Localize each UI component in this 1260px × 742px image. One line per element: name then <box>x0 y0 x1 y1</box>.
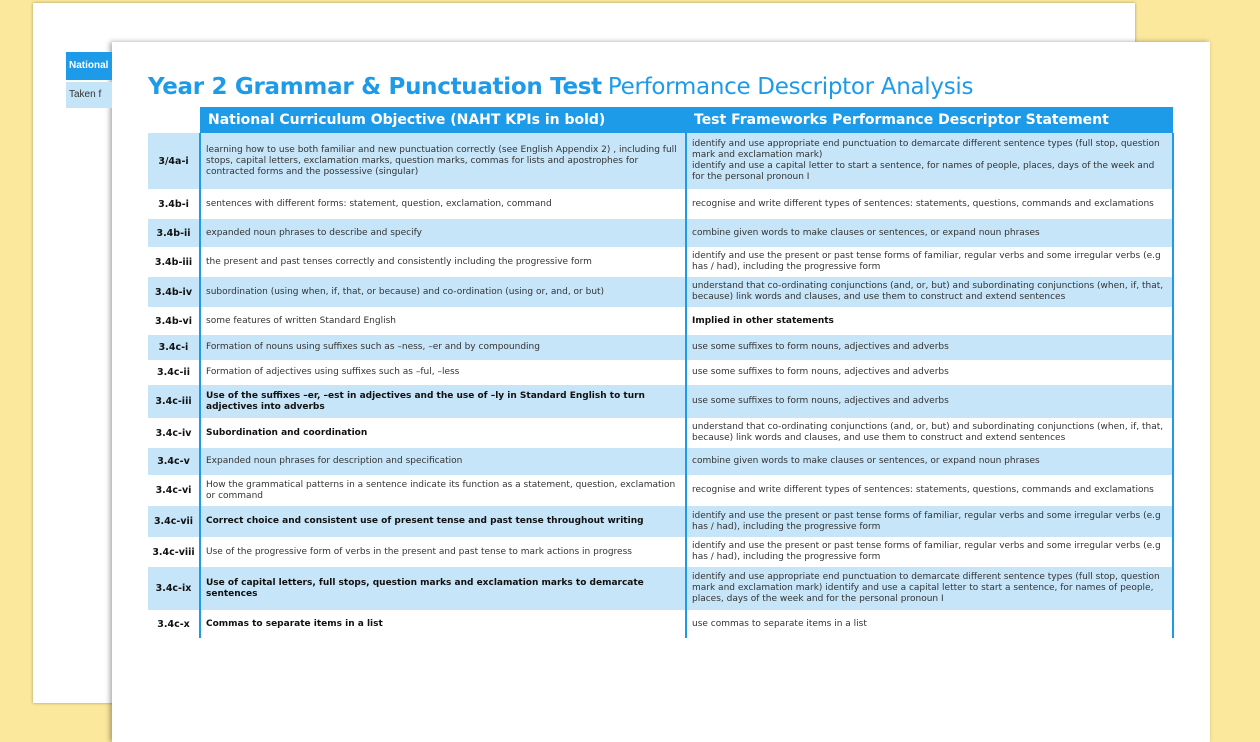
row-descriptor: combine given words to make clauses or sentences, or expand noun phrases <box>686 219 1173 247</box>
row-objective: the present and past tenses correctly and consistently including the progressive form <box>200 247 686 277</box>
table-row <box>148 506 1173 537</box>
table-row <box>148 189 1173 219</box>
row-code: 3.4c-i <box>148 335 200 360</box>
table-row <box>148 475 1173 506</box>
row-objective: Use of the suffixes –er, –est in adjectives and the use of –ly in Standard English to turn adjectives into adverbs <box>200 385 686 418</box>
row-objective: Use of capital letters, full stops, question marks and exclamation marks to demarcate sentences <box>200 567 686 610</box>
row-descriptor: identify and use the present or past tense forms of familiar, regular verbs and some irregular verbs (e.g has / had), including the progressive form <box>686 506 1173 537</box>
row-descriptor: use some suffixes to form nouns, adjectives and adverbs <box>686 385 1173 418</box>
row-code: 3.4c-vi <box>148 475 200 506</box>
table-row <box>148 360 1173 385</box>
row-objective: How the grammatical patterns in a sentence indicate its function as a statement, question, exclamation or command <box>200 475 686 506</box>
row-objective: Commas to separate items in a list <box>200 610 686 638</box>
table-row <box>148 133 1173 189</box>
table-row <box>148 385 1173 418</box>
row-objective: Subordination and coordination <box>200 418 686 448</box>
row-descriptor: combine given words to make clauses or sentences, or expand noun phrases <box>686 448 1173 475</box>
row-objective: Formation of adjectives using suffixes such as –ful, –less <box>200 360 686 385</box>
row-descriptor: recognise and write different types of sentences: statements, questions, commands and exclamations <box>686 189 1173 219</box>
row-objective: sentences with different forms: statement, question, exclamation, command <box>200 189 686 219</box>
row-code: 3.4c-iii <box>148 385 200 418</box>
descriptor-table <box>148 107 1174 638</box>
row-code: 3.4c-ii <box>148 360 200 385</box>
row-descriptor: use some suffixes to form nouns, adjectives and adverbs <box>686 335 1173 360</box>
table-row <box>148 307 1173 335</box>
row-code: 3.4c-iv <box>148 418 200 448</box>
row-descriptor: identify and use appropriate end punctuation to demarcate different sentence types (full stop, question mark and exclamation mark) identify and use a capital letter to start a sentence, for names of people, places, days of the week and for the personal pronoun I <box>686 567 1173 610</box>
table-row <box>148 219 1173 247</box>
row-objective: Correct choice and consistent use of present tense and past tense throughout writing <box>200 506 686 537</box>
row-objective: learning how to use both familiar and new punctuation correctly (see English Appendix 2) , including full stops, capital letters, exclamation marks, question marks, commas for lists and apostrophes for contracted forms and the possessive (singular) <box>200 133 686 189</box>
row-descriptor: understand that co-ordinating conjunctions (and, or, but) and subordinating conjunctions (when, if, that, because) link words and clauses, and use them to construct and extend sentences <box>686 418 1173 448</box>
row-descriptor: understand that co-ordinating conjunctions (and, or, but) and subordinating conjunctions (when, if, that, because) link words and clauses, and use them to construct and extend sentences <box>686 277 1173 307</box>
row-descriptor: identify and use the present or past tense forms of familiar, regular verbs and some irregular verbs (e.g has / had), including the progressive form <box>686 537 1173 567</box>
table-row <box>148 448 1173 475</box>
row-objective: subordination (using when, if, that, or because) and co-ordination (using or, and, or but) <box>200 277 686 307</box>
row-descriptor: identify and use the present or past tense forms of familiar, regular verbs and some irregular verbs (e.g has / had), including the progressive form <box>686 247 1173 277</box>
row-descriptor: identify and use appropriate end punctuation to demarcate different sentence types (full stop, question mark and exclamation mark) identify and use a capital letter to start a sentence, for names of people, places, days of the week and for the personal pronoun I <box>686 133 1173 189</box>
row-code: 3.4b-iv <box>148 277 200 307</box>
header-objective: National Curriculum Objective (NAHT KPIs in bold) <box>200 107 686 133</box>
row-code: 3.4c-ix <box>148 567 200 610</box>
row-descriptor: use commas to separate items in a list <box>686 610 1173 638</box>
row-objective: Formation of nouns using suffixes such as –ness, –er and by compounding <box>200 335 686 360</box>
row-code: 3.4b-vi <box>148 307 200 335</box>
row-code: 3.4c-viii <box>148 537 200 567</box>
table-row <box>148 247 1173 277</box>
row-code: 3.4b-ii <box>148 219 200 247</box>
row-code: 3.4c-x <box>148 610 200 638</box>
row-descriptor: Implied in other statements <box>686 307 1173 335</box>
page-title <box>148 74 973 100</box>
row-code: 3/4a-i <box>148 133 200 189</box>
header-code <box>148 107 200 133</box>
table-header-row <box>148 107 1173 133</box>
table-row <box>148 418 1173 448</box>
table-row <box>148 335 1173 360</box>
table-row <box>148 610 1173 638</box>
title-sub: Performance Descriptor Analysis <box>607 74 974 100</box>
table-row <box>148 567 1173 610</box>
row-objective: Expanded noun phrases for description and specification <box>200 448 686 475</box>
row-code: 3.4c-v <box>148 448 200 475</box>
title-main: Year 2 Grammar & Punctuation Test <box>148 74 602 100</box>
row-descriptor: recognise and write different types of sentences: statements, questions, commands and exclamations <box>686 475 1173 506</box>
row-code: 3.4c-vii <box>148 506 200 537</box>
row-code: 3.4b-iii <box>148 247 200 277</box>
row-objective: Use of the progressive form of verbs in the present and past tense to mark actions in progress <box>200 537 686 567</box>
row-objective: expanded noun phrases to describe and specify <box>200 219 686 247</box>
row-code: 3.4b-i <box>148 189 200 219</box>
document-page <box>112 42 1210 742</box>
table-row <box>148 277 1173 307</box>
row-objective: some features of written Standard English <box>200 307 686 335</box>
table-row <box>148 537 1173 567</box>
back-page-header-fragment: National <box>66 52 112 80</box>
row-descriptor: use some suffixes to form nouns, adjectives and adverbs <box>686 360 1173 385</box>
back-page-sub-fragment: Taken f <box>66 82 112 108</box>
header-descriptor: Test Frameworks Performance Descriptor Statement <box>686 107 1173 133</box>
